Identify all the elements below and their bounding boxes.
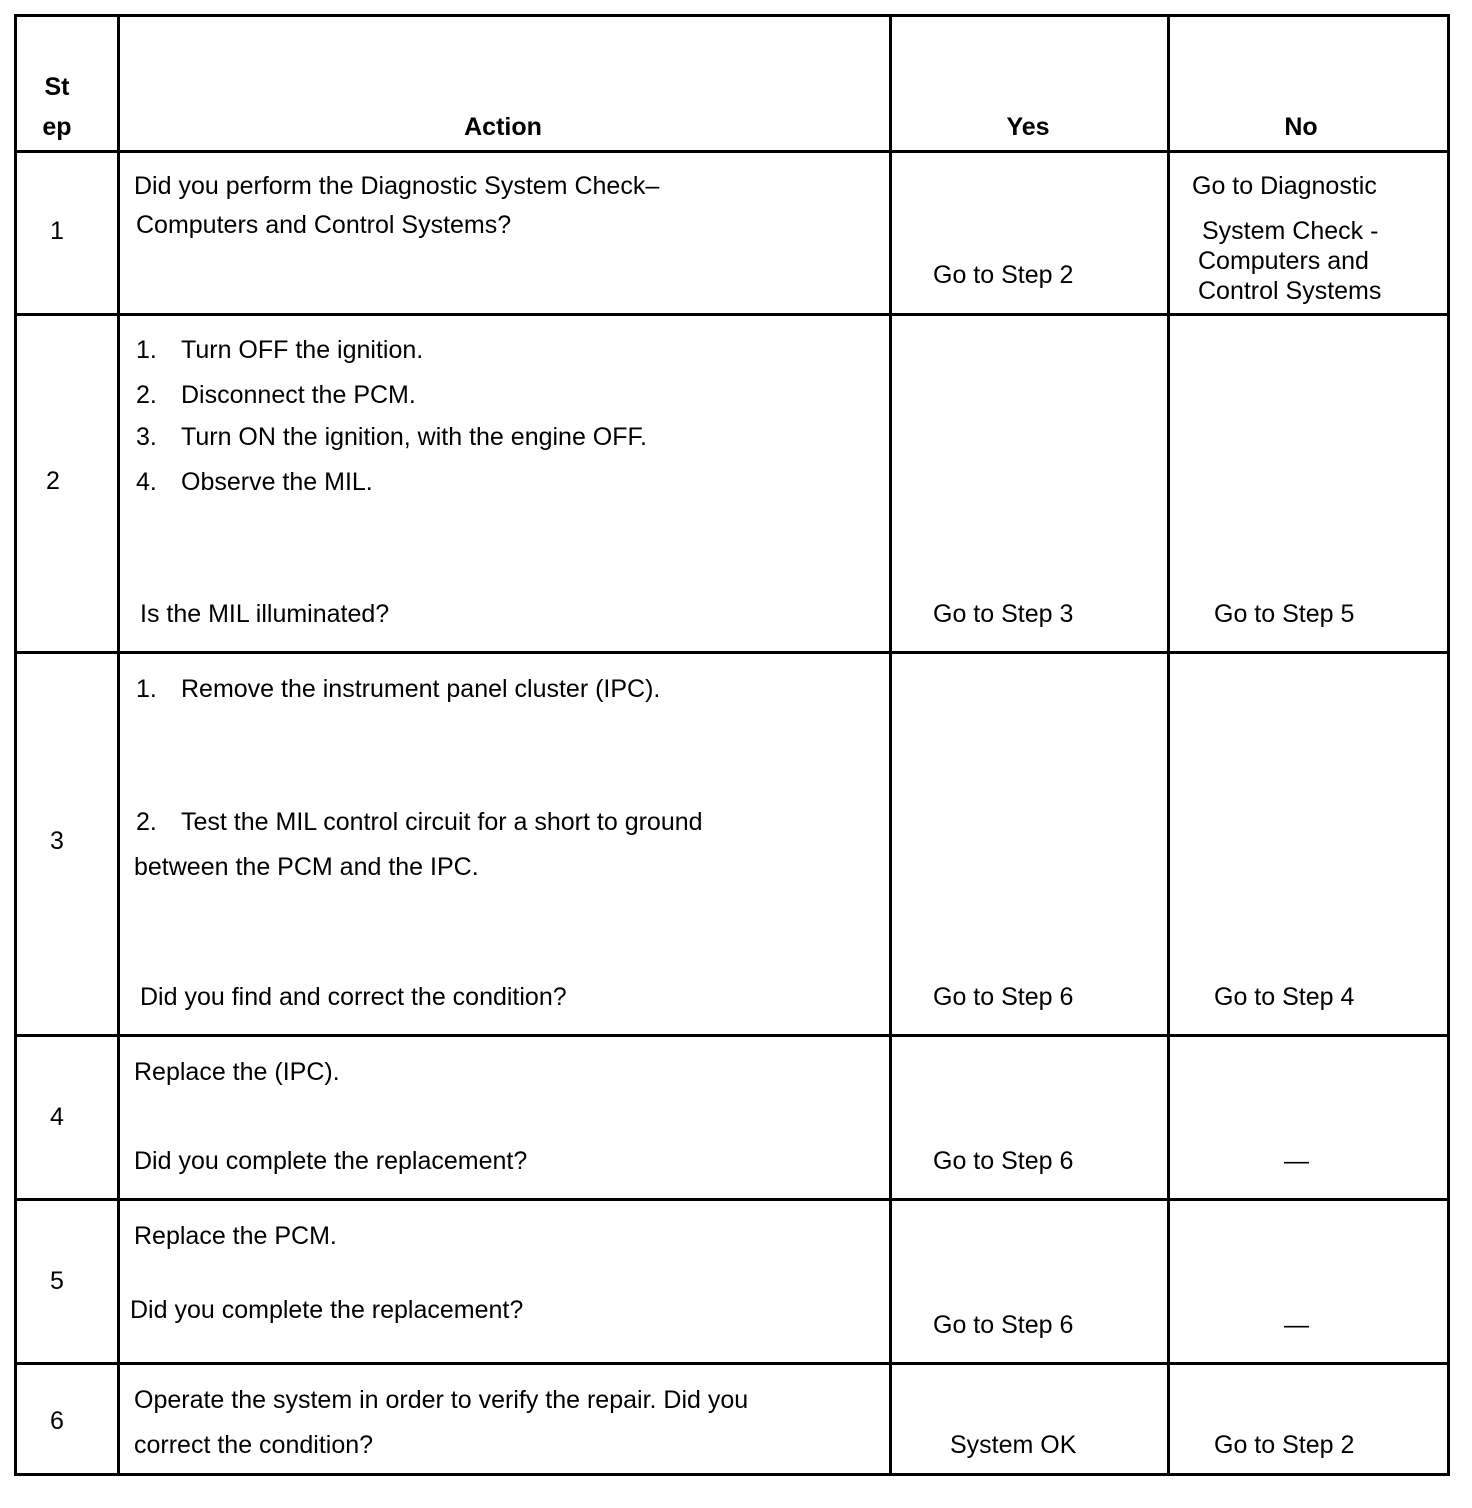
no-cell: System Check -: [1202, 217, 1379, 245]
no-cell: Control Systems: [1198, 277, 1382, 305]
no-cell: Go to Diagnostic: [1192, 172, 1377, 200]
list-item: Turn OFF the ignition.: [181, 336, 424, 364]
list-item-number: 2.: [136, 381, 157, 409]
no-cell: Go to Step 4: [1214, 983, 1355, 1011]
row-divider: [17, 150, 1447, 153]
header-step-line1: St: [44, 73, 70, 101]
step-number: 3: [50, 827, 64, 855]
list-item-number: 3.: [136, 423, 157, 451]
list-item-number: 2.: [136, 808, 157, 836]
no-cell: Go to Step 5: [1214, 600, 1355, 628]
step-number: 1: [50, 217, 64, 245]
row-divider: [17, 313, 1447, 316]
list-item-number: 4.: [136, 468, 157, 496]
yes-cell: Go to Step 3: [933, 600, 1074, 628]
list-item-number: 1.: [136, 675, 157, 703]
row-divider: [17, 651, 1447, 654]
step-number: 6: [50, 1407, 64, 1435]
column-divider: [117, 17, 120, 1473]
header-no: No: [1284, 113, 1318, 141]
no-cell: —: [1284, 1311, 1309, 1339]
list-item: Disconnect the PCM.: [181, 381, 416, 409]
no-cell: Computers and: [1198, 247, 1369, 275]
question-text: Did you complete the replacement?: [134, 1147, 528, 1175]
action-text: Did you perform the Diagnostic System Check–: [134, 172, 660, 200]
question-text: Is the MIL illuminated?: [140, 600, 390, 628]
list-item: Test the MIL control circuit for a short to ground: [181, 808, 703, 836]
yes-cell: Go to Step 6: [933, 983, 1074, 1011]
list-item-number: 1.: [136, 336, 157, 364]
yes-cell: Go to Step 2: [933, 261, 1074, 289]
yes-cell: Go to Step 6: [933, 1147, 1074, 1175]
action-text: correct the condition?: [134, 1431, 374, 1459]
header-yes: Yes: [1006, 113, 1050, 141]
question-text: Did you complete the replacement?: [130, 1296, 524, 1324]
no-cell: —: [1284, 1147, 1309, 1175]
no-cell: Go to Step 2: [1214, 1431, 1355, 1459]
row-divider: [17, 1034, 1447, 1037]
column-divider: [1167, 17, 1170, 1473]
header-action: Action: [464, 113, 542, 141]
step-number: 5: [50, 1267, 64, 1295]
column-divider: [889, 17, 892, 1473]
yes-cell: Go to Step 6: [933, 1311, 1074, 1339]
action-text: Replace the PCM.: [134, 1222, 337, 1250]
step-number: 4: [50, 1103, 64, 1131]
action-text: Operate the system in order to verify the repair. Did you: [134, 1386, 749, 1414]
header-step-line2: ep: [42, 113, 72, 141]
list-item: Remove the instrument panel cluster (IPC).: [181, 675, 661, 703]
list-item-continuation: between the PCM and the IPC.: [134, 853, 479, 881]
step-number: 2: [46, 467, 60, 495]
yes-cell: System OK: [950, 1431, 1077, 1459]
list-item: Observe the MIL.: [181, 468, 373, 496]
action-text: Replace the (IPC).: [134, 1058, 340, 1086]
row-divider: [17, 1362, 1447, 1365]
action-text: Computers and Control Systems?: [136, 211, 512, 239]
question-text: Did you find and correct the condition?: [140, 983, 567, 1011]
list-item: Turn ON the ignition, with the engine OFF.: [181, 423, 647, 451]
row-divider: [17, 1198, 1447, 1201]
